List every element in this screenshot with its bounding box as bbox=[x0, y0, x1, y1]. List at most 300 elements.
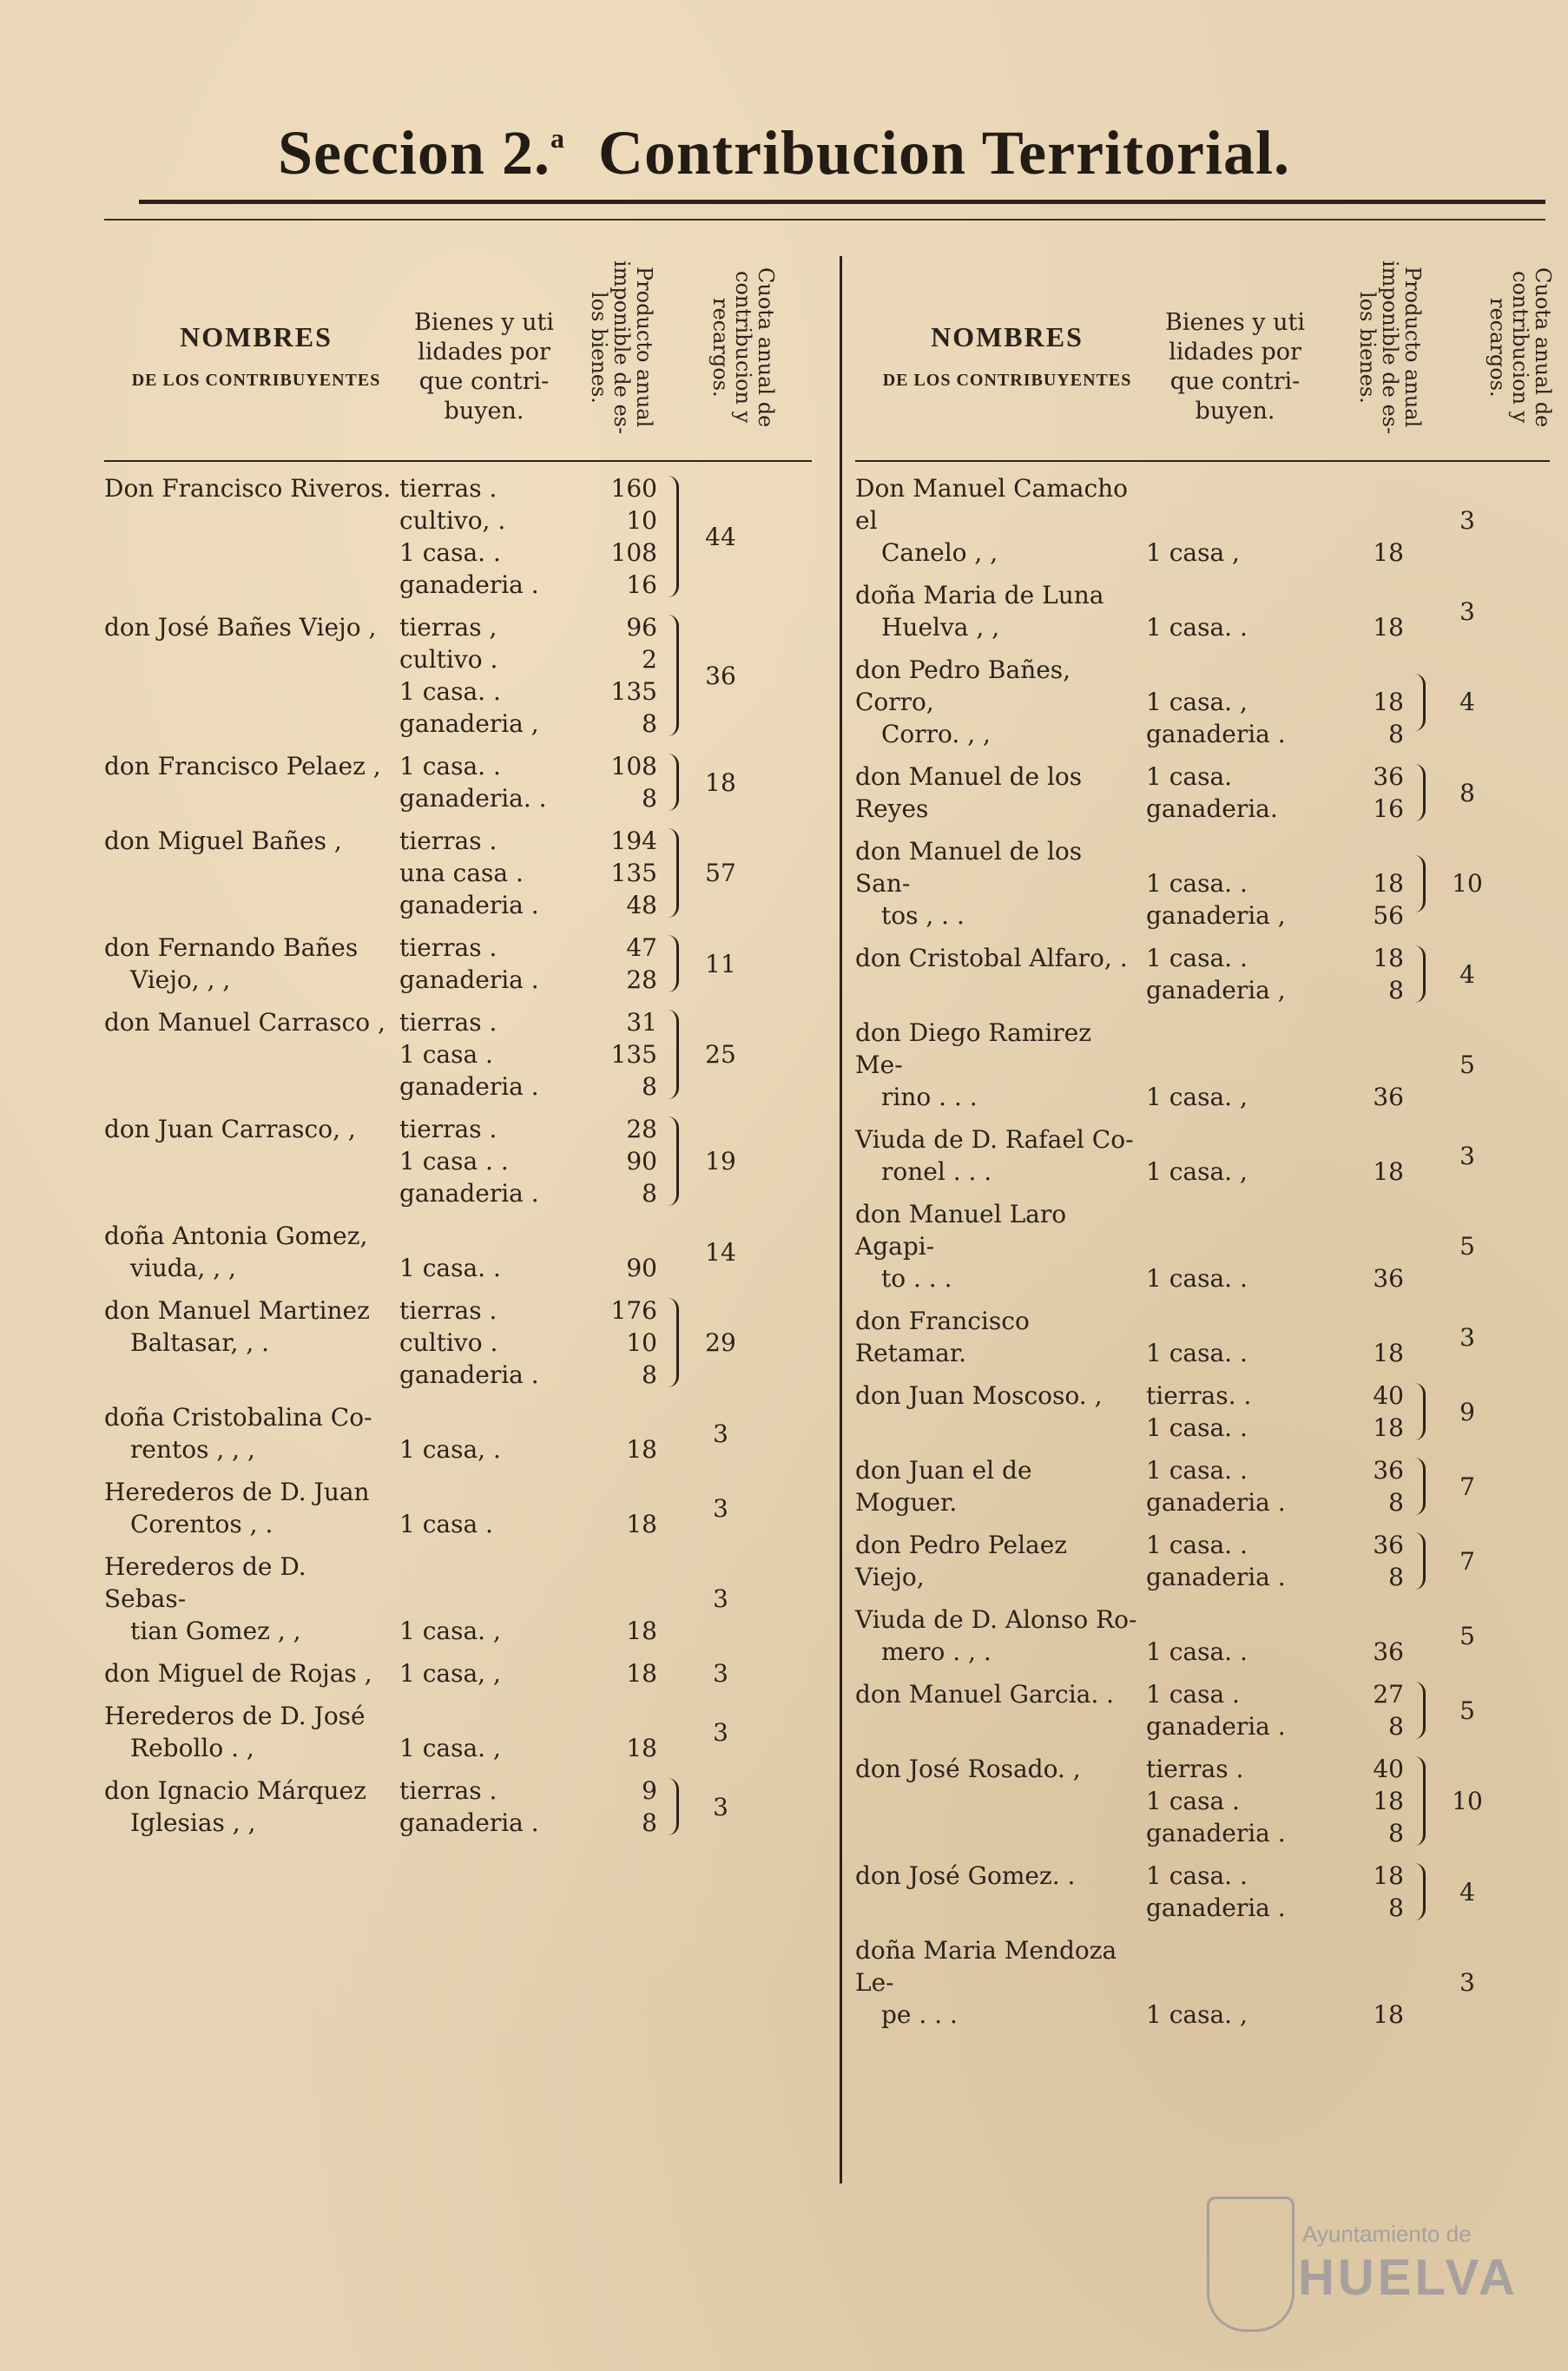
name-line: doña Maria Mendoza Le- bbox=[855, 1936, 1117, 1997]
producto-value: 18 bbox=[1373, 1157, 1404, 1186]
producto-value: 18 bbox=[1373, 1413, 1404, 1442]
producto-value: 48 bbox=[626, 891, 657, 919]
asset-list bbox=[399, 1294, 586, 1391]
contributor-name bbox=[855, 1934, 1146, 2031]
brace-mark bbox=[668, 828, 679, 918]
asset-item: ganaderia. . bbox=[399, 784, 547, 813]
asset-item: ganaderia . bbox=[399, 1072, 539, 1101]
cuota-value: 9 bbox=[1459, 1397, 1475, 1426]
asset-list bbox=[399, 750, 586, 814]
value-list bbox=[586, 1551, 664, 1647]
asset-list bbox=[399, 1006, 586, 1103]
asset-item: 1 casa. . bbox=[1146, 869, 1248, 898]
name-line: don Miguel Bañes , bbox=[104, 827, 342, 855]
brace-mark bbox=[1414, 1682, 1426, 1739]
name-line: don Cristobal Alfaro, . bbox=[855, 944, 1128, 972]
brace bbox=[1411, 761, 1428, 825]
producto-value: 18 bbox=[1373, 2000, 1404, 2029]
asset-item: tierras . bbox=[1146, 1755, 1244, 1783]
producto-value: 8 bbox=[642, 784, 657, 813]
asset-item: 1 casa. , bbox=[1146, 2000, 1248, 2029]
producto-value: 36 bbox=[1373, 1264, 1404, 1293]
name-line: rentos , , , bbox=[130, 1435, 255, 1464]
table-row bbox=[104, 750, 812, 814]
producto-value: 40 bbox=[1373, 1381, 1404, 1410]
asset-item: ganaderia . bbox=[1146, 720, 1286, 748]
asset-item: 1 casa. . bbox=[1146, 1531, 1248, 1559]
header-producto: Producto anual imponible de es- los bienes. bbox=[587, 260, 656, 435]
asset-item: ganaderia , bbox=[399, 709, 539, 738]
name-line: doña Cristobalina Co- bbox=[104, 1403, 372, 1432]
cuota-value: 3 bbox=[1459, 1141, 1475, 1170]
value-list bbox=[586, 1657, 664, 1689]
name-line: to . . . bbox=[881, 1264, 952, 1293]
asset-item: 1 casa. . bbox=[399, 752, 501, 780]
asset-list bbox=[1146, 1198, 1320, 1294]
cuota-value: 14 bbox=[705, 1237, 736, 1267]
brace bbox=[1411, 1305, 1428, 1369]
asset-list bbox=[399, 611, 586, 740]
value-list bbox=[586, 825, 664, 921]
table-row bbox=[104, 1401, 812, 1465]
contributor-name bbox=[104, 472, 399, 601]
producto-value: 8 bbox=[642, 1360, 657, 1389]
asset-item: 1 casa. . bbox=[1146, 1637, 1248, 1666]
shield-icon bbox=[1207, 2196, 1295, 2332]
cuota-value: 4 bbox=[1459, 1877, 1475, 1907]
table-row bbox=[855, 1380, 1550, 1444]
asset-item: 1 casa. , bbox=[399, 1734, 501, 1762]
producto-value: 36 bbox=[1373, 1456, 1404, 1485]
brace bbox=[1411, 1529, 1428, 1593]
brace bbox=[1411, 1017, 1428, 1113]
name-line: don Manuel Garcia. . bbox=[855, 1680, 1115, 1709]
brace bbox=[664, 932, 682, 996]
producto-value: 8 bbox=[642, 709, 657, 738]
brace bbox=[1411, 942, 1428, 1006]
table-row bbox=[104, 1476, 812, 1540]
asset-item: ganaderia . bbox=[399, 1360, 539, 1389]
asset-list bbox=[399, 1657, 586, 1689]
brace bbox=[1411, 1123, 1428, 1188]
cuota-value: 4 bbox=[1459, 688, 1475, 716]
title-prefix: Seccion 2. bbox=[278, 118, 550, 188]
asset-item: 1 casa . bbox=[1146, 1680, 1240, 1709]
table-row bbox=[104, 1775, 812, 1839]
value-list bbox=[1320, 1678, 1411, 1742]
header-names-title: NOMBRES bbox=[931, 321, 1084, 352]
value-list bbox=[1320, 942, 1411, 1006]
brace bbox=[1411, 1860, 1428, 1924]
cuota-value: 3 bbox=[713, 1659, 728, 1688]
brace bbox=[664, 1113, 682, 1209]
producto-value: 8 bbox=[1388, 1894, 1404, 1922]
table-row bbox=[855, 942, 1550, 1006]
asset-list bbox=[1146, 579, 1320, 643]
name-line: tos , . . bbox=[881, 901, 965, 930]
asset-list bbox=[399, 825, 586, 921]
cuota-value: 3 bbox=[713, 1419, 728, 1448]
asset-item: ganaderia . bbox=[1146, 1894, 1286, 1922]
asset-item: 1 casa. bbox=[1146, 762, 1233, 791]
name-line: don Ignacio Márquez bbox=[104, 1776, 366, 1805]
cuota-value: 3 bbox=[1459, 596, 1475, 626]
name-line: tian Gomez , , bbox=[130, 1617, 301, 1645]
asset-item: ganaderia. bbox=[1146, 794, 1278, 823]
contributor-name bbox=[855, 472, 1146, 569]
brace-mark bbox=[668, 1778, 679, 1835]
asset-item: 1 casa. . bbox=[1146, 1861, 1248, 1890]
asset-item: tierras. . bbox=[1146, 1381, 1252, 1410]
table-row bbox=[855, 1934, 1550, 2031]
cuota-value: 4 bbox=[1459, 959, 1475, 989]
value-list bbox=[1320, 1305, 1411, 1369]
name-line: don Fernando Bañes bbox=[104, 933, 359, 962]
producto-value: 8 bbox=[1388, 976, 1404, 1004]
asset-item: 1 casa. . bbox=[399, 538, 501, 567]
cuota-value: 3 bbox=[1459, 506, 1475, 535]
producto-value: 135 bbox=[610, 1040, 657, 1069]
producto-value: 18 bbox=[626, 1617, 657, 1645]
contributor-name bbox=[855, 1860, 1146, 1924]
cuota-value: 7 bbox=[1459, 1472, 1475, 1501]
cuota-value: 36 bbox=[705, 661, 736, 690]
value-list bbox=[1320, 1934, 1411, 2031]
asset-item: 1 casa. . bbox=[1146, 1264, 1248, 1293]
contributor-name bbox=[104, 825, 399, 921]
name-line: mero . , . bbox=[881, 1637, 992, 1666]
contributor-name bbox=[855, 579, 1146, 643]
value-list bbox=[1320, 1123, 1411, 1188]
name-line: don José Rosado. , bbox=[855, 1755, 1081, 1783]
name-line: doña Maria de Luna bbox=[855, 581, 1104, 609]
name-line: don Francisco Retamar. bbox=[855, 1307, 1030, 1367]
name-line: don Manuel Laro Agapi- bbox=[855, 1200, 1067, 1261]
asset-item: ganaderia . bbox=[1146, 1712, 1286, 1741]
table-row bbox=[855, 579, 1550, 643]
contributor-name bbox=[104, 1775, 399, 1839]
left-table-rows bbox=[104, 472, 812, 1839]
contributor-name bbox=[855, 1753, 1146, 1849]
name-line: Canelo , , bbox=[881, 538, 998, 567]
header-names bbox=[104, 321, 408, 391]
producto-value: 40 bbox=[1373, 1755, 1404, 1783]
cuota-value: 8 bbox=[1459, 778, 1475, 807]
header-names bbox=[855, 321, 1159, 391]
producto-value: 36 bbox=[1373, 1083, 1404, 1111]
producto-value: 10 bbox=[626, 1328, 657, 1357]
producto-value: 108 bbox=[610, 752, 657, 780]
producto-value: 18 bbox=[1373, 688, 1404, 716]
producto-value: 16 bbox=[626, 570, 657, 599]
cuota-value: 3 bbox=[1459, 1322, 1475, 1352]
name-line: pe . . . bbox=[881, 2000, 958, 2029]
cuota-value: 19 bbox=[705, 1147, 736, 1176]
cuota-value: 10 bbox=[1452, 869, 1483, 898]
producto-value: 18 bbox=[1373, 1861, 1404, 1890]
name-line: don José Gomez. . bbox=[855, 1861, 1076, 1890]
value-list bbox=[1320, 1454, 1411, 1518]
table-row bbox=[855, 1123, 1550, 1188]
contributor-name bbox=[855, 1529, 1146, 1593]
value-list bbox=[586, 1006, 664, 1103]
title-rule bbox=[139, 200, 1545, 204]
asset-item: 1 casa. . bbox=[1146, 1339, 1248, 1367]
name-line: don Francisco Pelaez , bbox=[104, 752, 381, 780]
asset-item: tierras . bbox=[399, 827, 497, 855]
producto-value: 27 bbox=[1373, 1680, 1404, 1709]
value-list bbox=[1320, 761, 1411, 825]
name-line: don Pedro Bañes, Corro, bbox=[855, 655, 1071, 716]
asset-list bbox=[1146, 1529, 1320, 1593]
brace bbox=[1411, 579, 1428, 643]
asset-list bbox=[1146, 1123, 1320, 1188]
asset-list bbox=[399, 472, 586, 601]
right-table bbox=[855, 239, 1555, 2031]
name-line: Iglesias , , bbox=[130, 1808, 256, 1837]
value-list bbox=[1320, 1753, 1411, 1849]
asset-list bbox=[1146, 1454, 1320, 1518]
producto-value: 18 bbox=[1373, 613, 1404, 642]
producto-value: 18 bbox=[626, 1510, 657, 1538]
cuota-value: 3 bbox=[713, 1717, 728, 1747]
brace-mark bbox=[668, 615, 679, 736]
cuota-value: 5 bbox=[1459, 1621, 1475, 1650]
value-list bbox=[1320, 579, 1411, 643]
contributor-name bbox=[855, 1123, 1146, 1188]
name-line: Corro. , , bbox=[881, 720, 991, 748]
asset-list bbox=[399, 932, 586, 996]
name-line: Don Manuel Camacho el bbox=[855, 474, 1129, 535]
name-line: Viejo, , , bbox=[130, 965, 231, 994]
producto-value: 8 bbox=[1388, 1712, 1404, 1741]
cuota-value: 3 bbox=[713, 1493, 728, 1523]
name-line: don Juan el de Moguer. bbox=[855, 1456, 1032, 1517]
cuota-value: 44 bbox=[705, 522, 736, 551]
name-line: ronel . . . bbox=[881, 1157, 992, 1186]
brace bbox=[664, 1700, 682, 1764]
contributor-name bbox=[855, 835, 1146, 932]
name-line: don Manuel Carrasco , bbox=[104, 1008, 385, 1037]
brace-mark bbox=[668, 935, 679, 992]
title-main: Contribucion Territorial. bbox=[597, 118, 1290, 188]
asset-item: ganaderia . bbox=[1146, 1563, 1286, 1591]
name-line: don Juan Moscoso. , bbox=[855, 1381, 1103, 1410]
asset-item: tierras . bbox=[399, 474, 497, 503]
asset-list bbox=[1146, 1860, 1320, 1924]
producto-value: 108 bbox=[610, 538, 657, 567]
table-row bbox=[104, 1294, 812, 1391]
contributor-name bbox=[104, 1700, 399, 1764]
asset-list bbox=[1146, 1753, 1320, 1849]
asset-list bbox=[1146, 1305, 1320, 1369]
producto-value: 8 bbox=[1388, 720, 1404, 748]
asset-list bbox=[1146, 761, 1320, 825]
contributor-name bbox=[104, 1294, 399, 1391]
name-line: don Manuel de los Reyes bbox=[855, 762, 1083, 823]
asset-item: ganaderia . bbox=[399, 1179, 539, 1208]
value-list bbox=[586, 611, 664, 740]
brace bbox=[1411, 1604, 1428, 1668]
value-list bbox=[1320, 1380, 1411, 1444]
brace-mark bbox=[1414, 764, 1426, 821]
brace bbox=[1411, 1678, 1428, 1742]
asset-item: 1 casa. , bbox=[1146, 1157, 1248, 1186]
table-row bbox=[855, 1305, 1550, 1369]
producto-value: 2 bbox=[642, 645, 657, 674]
contributor-name bbox=[855, 654, 1146, 750]
header-bienes: Bienes y uti lidades por que contri- buyen. bbox=[414, 309, 554, 425]
brace bbox=[664, 1476, 682, 1540]
asset-item: ganaderia . bbox=[399, 965, 539, 994]
brace bbox=[1411, 1934, 1428, 2031]
cuota-value: 25 bbox=[705, 1040, 736, 1069]
table-row bbox=[855, 1860, 1550, 1924]
brace-mark bbox=[1414, 945, 1426, 1003]
asset-item: ganaderia , bbox=[1146, 976, 1286, 1004]
column-divider bbox=[840, 256, 842, 2183]
producto-value: 18 bbox=[626, 1435, 657, 1464]
asset-item: cultivo, . bbox=[399, 506, 506, 535]
brace bbox=[664, 1401, 682, 1465]
asset-item: tierras . bbox=[399, 1776, 497, 1805]
asset-item: ganaderia . bbox=[399, 570, 539, 599]
title-superscript: a bbox=[550, 122, 565, 154]
cuota-value: 5 bbox=[1459, 1232, 1475, 1261]
cuota-value: 10 bbox=[1452, 1787, 1483, 1815]
asset-item: 1 casa . bbox=[399, 1510, 493, 1538]
brace-mark bbox=[668, 754, 679, 811]
table-row bbox=[104, 1551, 812, 1647]
brace-mark bbox=[1414, 1756, 1426, 1846]
table-row bbox=[855, 654, 1550, 750]
contributor-name bbox=[855, 1380, 1146, 1444]
asset-item: 1 casa. . bbox=[1146, 1456, 1248, 1485]
table-row bbox=[104, 1657, 812, 1689]
table-row bbox=[104, 611, 812, 740]
producto-value: 18 bbox=[1373, 538, 1404, 567]
header-cuota: Cuota anual de contribucion y recargos. bbox=[1486, 267, 1555, 428]
value-list bbox=[586, 1476, 664, 1540]
header-cuota: Cuota anual de contribucion y recargos. bbox=[708, 267, 778, 428]
table-row bbox=[855, 1017, 1550, 1113]
archive-stamp bbox=[1207, 2196, 1519, 2335]
producto-value: 18 bbox=[626, 1734, 657, 1762]
left-table-header bbox=[104, 239, 812, 462]
right-table-rows bbox=[855, 472, 1550, 2031]
asset-item: 1 casa. . bbox=[1146, 1413, 1248, 1442]
value-list bbox=[1320, 1529, 1411, 1593]
asset-list bbox=[399, 1220, 586, 1284]
brace-mark bbox=[1414, 1863, 1426, 1920]
producto-value: 47 bbox=[626, 933, 657, 962]
producto-value: 90 bbox=[626, 1254, 657, 1282]
name-line: don Manuel Martinez bbox=[104, 1296, 370, 1325]
contributor-name bbox=[104, 611, 399, 740]
cuota-value: 18 bbox=[705, 767, 736, 797]
contributor-name bbox=[104, 1657, 399, 1689]
name-line: don Diego Ramirez Me- bbox=[855, 1018, 1092, 1079]
asset-item: 1 casa . . bbox=[399, 1147, 509, 1176]
name-line: Herederos de D. José bbox=[104, 1702, 366, 1730]
header-names-subtitle: DE LOS CONTRIBUYENTES bbox=[882, 371, 1132, 390]
asset-item: ganaderia . bbox=[399, 891, 539, 919]
brace-mark bbox=[668, 1298, 679, 1387]
asset-list bbox=[399, 1775, 586, 1839]
value-list bbox=[586, 472, 664, 601]
value-list bbox=[586, 932, 664, 996]
table-row bbox=[104, 472, 812, 601]
producto-value: 135 bbox=[610, 859, 657, 887]
asset-item: tierras . bbox=[399, 1008, 497, 1037]
asset-item: ganaderia . bbox=[399, 1808, 539, 1837]
producto-value: 36 bbox=[1373, 1531, 1404, 1559]
name-line: Herederos de D. Sebas- bbox=[104, 1552, 306, 1613]
page-title bbox=[0, 117, 1568, 189]
name-line: Huelva , , bbox=[881, 613, 1000, 642]
asset-item: 1 casa . bbox=[1146, 1787, 1240, 1815]
contributor-name bbox=[855, 1678, 1146, 1742]
value-list bbox=[1320, 1017, 1411, 1113]
name-line: don Miguel de Rojas , bbox=[104, 1659, 372, 1688]
asset-list bbox=[1146, 1678, 1320, 1742]
asset-list bbox=[399, 1700, 586, 1764]
producto-value: 135 bbox=[610, 677, 657, 706]
brace bbox=[1411, 1198, 1428, 1294]
name-line: Baltasar, , . bbox=[130, 1328, 270, 1357]
name-line: Rebollo . , bbox=[130, 1734, 254, 1762]
producto-value: 8 bbox=[642, 1808, 657, 1837]
asset-item: 1 casa, , bbox=[399, 1659, 501, 1688]
asset-list bbox=[399, 1476, 586, 1540]
right-table-header bbox=[855, 239, 1555, 462]
header-producto: Producto anual imponible de es- los bienes. bbox=[1355, 260, 1425, 435]
asset-list bbox=[1146, 472, 1320, 569]
value-list bbox=[1320, 654, 1411, 750]
brace-mark bbox=[1414, 674, 1426, 731]
cuota-value: 3 bbox=[713, 1792, 728, 1821]
producto-value: 36 bbox=[1373, 1637, 1404, 1666]
value-list bbox=[1320, 1860, 1411, 1924]
brace-mark bbox=[1414, 1383, 1426, 1440]
name-line: don José Bañes Viejo , bbox=[104, 613, 377, 642]
name-line: Corentos , . bbox=[130, 1510, 273, 1538]
contributor-name bbox=[104, 1220, 399, 1284]
table-row bbox=[104, 1700, 812, 1764]
table-row bbox=[104, 1220, 812, 1284]
asset-item: 1 casa. , bbox=[399, 1617, 501, 1645]
value-list bbox=[1320, 472, 1411, 569]
producto-value: 18 bbox=[1373, 1339, 1404, 1367]
asset-item: tierras . bbox=[399, 1296, 497, 1325]
name-line: Don Francisco Riveros. bbox=[104, 474, 392, 503]
cuota-value: 5 bbox=[1459, 1696, 1475, 1725]
brace bbox=[1411, 835, 1428, 932]
contributor-name bbox=[855, 1454, 1146, 1518]
name-line: Viuda de D. Rafael Co- bbox=[855, 1125, 1134, 1154]
brace bbox=[664, 1006, 682, 1103]
asset-item: cultivo . bbox=[399, 1328, 498, 1357]
brace bbox=[1411, 472, 1428, 569]
table-row bbox=[855, 761, 1550, 825]
brace bbox=[1411, 1753, 1428, 1849]
brace-mark bbox=[1414, 1532, 1426, 1590]
producto-value: 18 bbox=[1373, 944, 1404, 972]
asset-item: una casa . bbox=[399, 859, 524, 887]
asset-list bbox=[1146, 835, 1320, 932]
brace bbox=[1411, 1380, 1428, 1444]
producto-value: 18 bbox=[626, 1659, 657, 1688]
